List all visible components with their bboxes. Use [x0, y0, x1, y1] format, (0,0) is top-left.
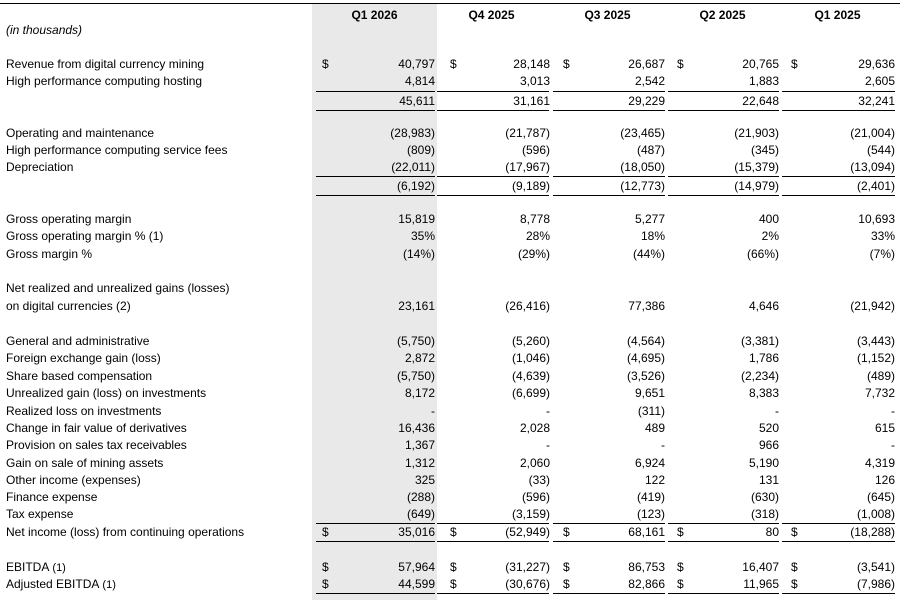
cell-value: 22,648: [742, 94, 779, 108]
row-label: Revenue from digital currency mining: [6, 57, 205, 71]
cell-value: 1,312: [404, 456, 435, 470]
cell-value: 9,651: [634, 386, 665, 400]
row-label: Foreign exchange gain (loss): [6, 351, 161, 365]
cell-value: 615: [874, 421, 895, 435]
cell-value: (18,288): [850, 525, 895, 539]
column-header-q2-2025: Q2 2025: [699, 8, 746, 22]
column-header-q3-2025: Q3 2025: [584, 8, 631, 22]
cell-value: 122: [644, 473, 665, 487]
cell-value: (15,379): [734, 160, 779, 174]
cell-value: -: [661, 438, 665, 452]
cell-value: 126: [874, 473, 895, 487]
row-rule: [553, 110, 665, 111]
table-row: [0, 178, 900, 195]
table-row: [0, 246, 900, 263]
row-rule: [437, 593, 549, 594]
cell-value: 6,924: [634, 456, 665, 470]
cell-value: 44,599: [398, 577, 435, 591]
cell-value: 80: [765, 525, 779, 539]
table-row: [0, 524, 900, 541]
cell-value: 23,161: [398, 299, 435, 313]
currency-symbol: $: [791, 577, 798, 591]
currency-symbol: $: [677, 560, 684, 574]
cell-value: 8,172: [404, 386, 435, 400]
cell-value: (31,227): [505, 560, 550, 574]
row-label-note: (1): [49, 562, 66, 574]
currency-symbol: $: [322, 57, 329, 71]
cell-value: (66%): [746, 247, 779, 261]
currency-symbol: $: [450, 560, 457, 574]
cell-value: (7%): [869, 247, 895, 261]
cell-value: (13,094): [850, 160, 895, 174]
cell-value: 4,814: [404, 74, 435, 88]
row-rule: [437, 91, 549, 92]
table-row: [0, 73, 900, 90]
column-header-q1-2025: Q1 2025: [814, 8, 861, 22]
row-rule: [668, 541, 779, 542]
column-header-q1-2026: Q1 2026: [351, 8, 398, 22]
table-row: [0, 142, 900, 159]
row-label: Unrealized gain (loss) on investments: [6, 386, 207, 400]
cell-value: 2,542: [634, 74, 665, 88]
cell-value: 16,407: [742, 560, 779, 574]
cell-value: (311): [637, 404, 665, 418]
row-rule: [316, 195, 435, 196]
row-label: Adjusted EBITDA (1): [6, 577, 116, 591]
cell-value: (645): [866, 490, 895, 504]
currency-symbol: $: [677, 525, 684, 539]
currency-symbol: $: [450, 57, 457, 71]
row-label: High performance computing service fees: [6, 143, 228, 157]
table-row: [0, 56, 900, 73]
cell-value: (29%): [517, 247, 550, 261]
cell-value: -: [546, 404, 550, 418]
row-rule: [437, 195, 549, 196]
row-label: EBITDA (1): [6, 560, 66, 574]
cell-value: -: [775, 404, 779, 418]
cell-value: (44%): [632, 247, 665, 261]
row-label: Share based compensation: [6, 369, 153, 383]
cell-value: (2,401): [856, 179, 895, 193]
cell-value: -: [546, 438, 550, 452]
table-row: [0, 420, 900, 437]
cell-value: 29,229: [628, 94, 665, 108]
units-note: (in thousands): [6, 23, 83, 37]
cell-value: (23,465): [620, 126, 665, 140]
cell-value: 15,819: [398, 212, 435, 226]
row-label: Other income (expenses): [6, 473, 141, 487]
cell-value: 18%: [640, 229, 665, 243]
row-label: Gross operating margin % (1): [6, 229, 164, 243]
row-rule: [316, 176, 435, 177]
cell-value: 5,277: [634, 212, 665, 226]
table-row: [0, 455, 900, 472]
row-label: High performance computing hosting: [6, 74, 203, 88]
table-row: [0, 506, 900, 523]
cell-value: 2,605: [864, 74, 895, 88]
row-label: Gross margin %: [6, 247, 93, 261]
currency-symbol: $: [563, 57, 570, 71]
cell-value: -: [891, 438, 895, 452]
row-label: on digital currencies (2): [6, 299, 131, 313]
table-row: [0, 385, 900, 402]
cell-value: (596): [521, 143, 550, 157]
row-rule: [316, 541, 435, 542]
currency-symbol: $: [322, 560, 329, 574]
table-row: [0, 403, 900, 420]
cell-value: (21,004): [850, 126, 895, 140]
cell-value: 7,732: [864, 386, 895, 400]
cell-value: 82,866: [628, 577, 665, 591]
cell-value: (318): [750, 507, 779, 521]
row-rule: [782, 195, 895, 196]
cell-value: (2,234): [740, 369, 779, 383]
cell-value: 33%: [870, 229, 895, 243]
currency-symbol: $: [677, 577, 684, 591]
cell-value: (17,967): [505, 160, 550, 174]
cell-value: (52,949): [505, 525, 550, 539]
table-row: [0, 350, 900, 367]
row-label: Provision on sales tax receivables: [6, 438, 187, 452]
row-rule: [553, 195, 665, 196]
cell-value: 2%: [761, 229, 779, 243]
cell-value: (26,416): [505, 299, 550, 313]
row-rule: [437, 110, 549, 111]
currency-symbol: $: [450, 577, 457, 591]
cell-value: -: [431, 404, 435, 418]
currency-symbol: $: [677, 57, 684, 71]
row-rule: [553, 541, 665, 542]
currency-symbol: $: [563, 560, 570, 574]
cell-value: 28,148: [513, 57, 550, 71]
row-label: Net income (loss) from continuing operations: [6, 525, 245, 539]
currency-symbol: $: [563, 577, 570, 591]
cell-value: 8,778: [519, 212, 550, 226]
cell-value: (3,159): [511, 507, 550, 521]
cell-value: (33): [528, 473, 550, 487]
cell-value: (4,639): [511, 369, 550, 383]
cell-value: (21,942): [850, 299, 895, 313]
row-rule: [553, 91, 665, 92]
cell-value: 68,161: [628, 525, 665, 539]
cell-value: (14%): [402, 247, 435, 261]
table-row: [0, 489, 900, 506]
row-rule: [782, 593, 895, 594]
table-row: [0, 437, 900, 454]
row-label: Operating and maintenance: [6, 126, 155, 140]
cell-value: 4,646: [748, 299, 779, 313]
cell-value: 26,687: [628, 57, 665, 71]
currency-symbol: $: [322, 525, 329, 539]
row-label: Tax expense: [6, 507, 74, 521]
table-row: [0, 298, 900, 315]
cell-value: (9,189): [511, 179, 550, 193]
cell-value: 16,436: [398, 421, 435, 435]
cell-value: (21,903): [734, 126, 779, 140]
units-row: [0, 22, 900, 39]
cell-value: 131: [758, 473, 779, 487]
cell-value: 35%: [410, 229, 435, 243]
cell-value: (12,773): [620, 179, 665, 193]
cell-value: 325: [414, 473, 435, 487]
cell-value: 1,367: [404, 438, 435, 452]
cell-value: 29,636: [858, 57, 895, 71]
cell-value: 20,765: [742, 57, 779, 71]
cell-value: (3,381): [740, 334, 779, 348]
cell-value: (21,787): [505, 126, 550, 140]
table-row: [0, 228, 900, 245]
row-rule: [316, 110, 435, 111]
cell-value: 77,386: [628, 299, 665, 313]
row-label: Net realized and unrealized gains (losses): [6, 281, 230, 295]
cell-value: (6,699): [511, 386, 550, 400]
cell-value: 10,693: [858, 212, 895, 226]
currency-symbol: $: [450, 525, 457, 539]
cell-value: (487): [636, 143, 665, 157]
row-rule: [668, 593, 779, 594]
row-label: Gross operating margin: [6, 212, 132, 226]
table-row: [0, 125, 900, 142]
table-row: [0, 576, 900, 593]
row-rule: [437, 541, 549, 542]
cell-value: (30,676): [505, 577, 550, 591]
table-row: [0, 559, 900, 576]
cell-value: (5,260): [511, 334, 550, 348]
table-row: [0, 159, 900, 176]
table-row: [0, 472, 900, 489]
cell-value: 2,872: [404, 351, 435, 365]
table-row: [0, 333, 900, 350]
currency-symbol: $: [791, 525, 798, 539]
cell-value: 31,161: [513, 94, 550, 108]
row-rule: [553, 176, 665, 177]
cell-value: 2,060: [519, 456, 550, 470]
cell-value: 400: [758, 212, 779, 226]
cell-value: 11,965: [743, 577, 779, 591]
cell-value: 8,383: [748, 386, 779, 400]
cell-value: (4,695): [626, 351, 665, 365]
cell-value: (22,011): [391, 160, 435, 174]
cell-value: (6,192): [396, 179, 435, 193]
cell-value: (5,750): [396, 369, 435, 383]
row-label: Change in fair value of derivatives: [6, 421, 187, 435]
cell-value: (3,526): [626, 369, 665, 383]
cell-value: (596): [521, 490, 550, 504]
cell-value: (489): [866, 369, 895, 383]
cell-value: -: [891, 404, 895, 418]
currency-symbol: $: [563, 525, 570, 539]
cell-value: (1,008): [856, 507, 895, 521]
cell-value: (123): [636, 507, 665, 521]
row-rule: [553, 593, 665, 594]
row-label: Realized loss on investments: [6, 404, 162, 418]
cell-value: 28%: [525, 229, 550, 243]
cell-value: (345): [750, 143, 779, 157]
row-label: Depreciation: [6, 160, 74, 174]
row-label: Gain on sale of mining assets: [6, 456, 164, 470]
cell-value: (7,986): [856, 577, 895, 591]
cell-value: 45,611: [399, 94, 435, 108]
cell-value: (419): [636, 490, 665, 504]
cell-value: 2,028: [519, 421, 550, 435]
row-rule: [668, 176, 779, 177]
cell-value: (3,443): [856, 334, 895, 348]
cell-value: (14,979): [734, 179, 779, 193]
cell-value: (18,050): [620, 160, 665, 174]
cell-value: (630): [750, 490, 779, 504]
cell-value: 57,964: [398, 560, 435, 574]
row-rule: [668, 91, 779, 92]
cell-value: (1,152): [856, 351, 895, 365]
row-rule: [668, 110, 779, 111]
cell-value: 1,786: [748, 351, 779, 365]
cell-value: 966: [758, 438, 779, 452]
cell-value: (544): [866, 143, 895, 157]
cell-value: (1,046): [511, 351, 550, 365]
cell-value: (4,564): [626, 334, 665, 348]
row-rule: [782, 176, 895, 177]
cell-value: (288): [406, 490, 435, 504]
table-row: [0, 211, 900, 228]
cell-value: (28,983): [390, 126, 435, 140]
cell-value: 86,753: [628, 560, 665, 574]
currency-symbol: $: [322, 577, 329, 591]
cell-value: 40,797: [398, 57, 435, 71]
column-header-q4-2025: Q4 2025: [468, 8, 515, 22]
table-row: [0, 93, 900, 110]
cell-value: (809): [406, 143, 435, 157]
cell-value: 32,241: [858, 94, 895, 108]
cell-value: (649): [406, 507, 435, 521]
cell-value: 5,190: [748, 456, 779, 470]
table-row: [0, 280, 900, 297]
cell-value: 1,883: [748, 74, 779, 88]
row-rule: [437, 176, 549, 177]
row-rule: [668, 195, 779, 196]
cell-value: 4,319: [864, 456, 895, 470]
row-rule: [782, 541, 895, 542]
row-rule: [782, 91, 895, 92]
cell-value: 3,013: [519, 74, 550, 88]
row-label: General and administrative: [6, 334, 150, 348]
currency-symbol: $: [791, 560, 798, 574]
cell-value: 35,016: [398, 525, 435, 539]
cell-value: (3,541): [856, 560, 895, 574]
table-row: [0, 368, 900, 385]
cell-value: (5,750): [396, 334, 435, 348]
row-rule: [316, 91, 435, 92]
cell-value: 520: [758, 421, 779, 435]
table-top-rule: [0, 3, 900, 4]
currency-symbol: $: [791, 57, 798, 71]
row-label-note: (1): [99, 579, 116, 591]
row-rule: [782, 110, 895, 111]
row-rule: [316, 593, 435, 594]
row-label: Finance expense: [6, 490, 98, 504]
cell-value: 489: [644, 421, 665, 435]
